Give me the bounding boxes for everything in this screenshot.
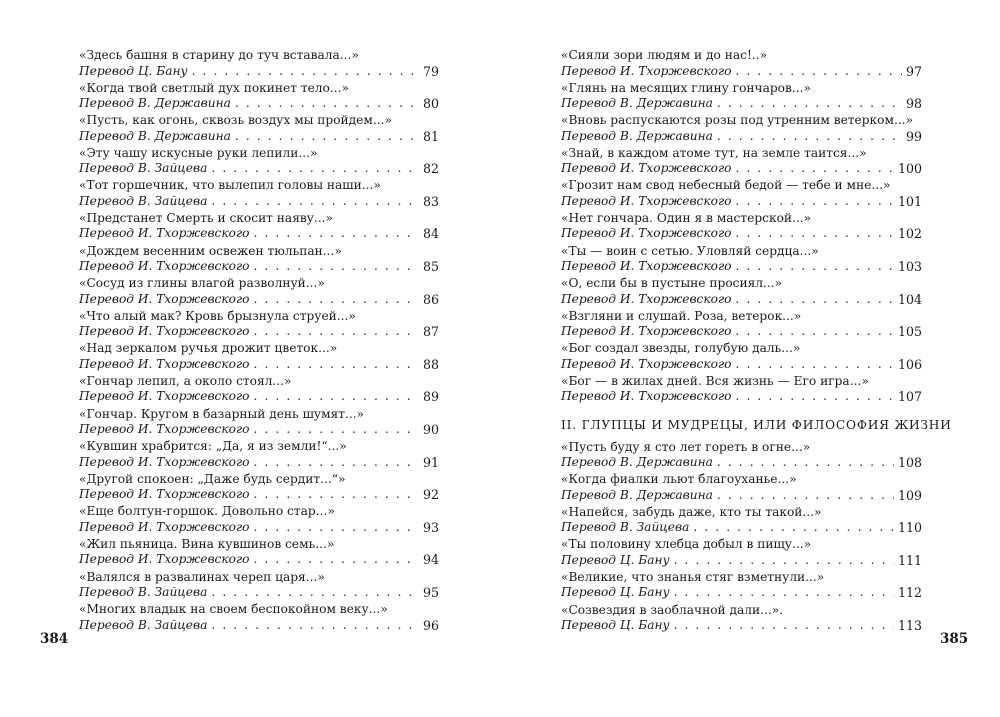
toc-page-number: 108 (897, 455, 922, 471)
toc-page-number: 98 (905, 96, 922, 112)
toc-entry (561, 309, 922, 342)
translator-credit: Перевод В. Зайцева (561, 520, 690, 535)
toc-entry (561, 374, 922, 407)
toc-entry (79, 407, 439, 440)
toc-page-number: 85 (422, 259, 439, 275)
poem-first-line: «Взгляни и слушай. Роза, ветерок...» (561, 308, 802, 323)
toc-entry (561, 472, 922, 505)
dot-leader (254, 455, 419, 471)
translator-credit: Перевод В. Зайцева (79, 585, 208, 599)
translator-credit: Перевод В. Державина (79, 96, 231, 111)
translator-line (79, 618, 439, 634)
poem-first-line: «Когда фиалки льют благоуханье...» (561, 472, 797, 487)
translator-credit: Перевод И. Тхоржевского (79, 454, 250, 469)
dot-leader (211, 194, 419, 210)
dot-leader (693, 520, 894, 536)
toc-page-number: 104 (897, 291, 922, 307)
translator-line (79, 389, 439, 405)
translator-credit: Перевод В. Зайцева (79, 617, 208, 632)
poem-first-line: «Ты половину хлебца добыл в пищу...» (561, 537, 812, 552)
dot-leader (254, 357, 419, 373)
translator-line (79, 552, 439, 568)
page-number-left: 384 (40, 631, 69, 647)
toc-page-number: 111 (897, 552, 922, 568)
toc-page-number: 89 (422, 389, 439, 405)
translator-credit: Перевод Ц. Бану (561, 618, 670, 632)
page-number-right: 385 (940, 631, 969, 647)
dot-leader (736, 64, 902, 80)
translator-credit: Перевод В. Державина (561, 96, 713, 111)
translator-line (561, 259, 922, 275)
section-heading: II. ГЛУПЦЫ И МУДРЕЦЫ, ИЛИ ФИЛОСОФИЯ ЖИЗНИ (561, 417, 952, 432)
poem-first-line: «Знай, в каждом атоме тут, на земле таится...» (561, 145, 867, 160)
toc-list-right (561, 48, 952, 635)
dot-leader (736, 161, 894, 177)
dot-leader (736, 324, 894, 340)
translator-line (79, 487, 439, 503)
poem-first-line: «Вновь распускаются розы под утренним ветерком...» (561, 113, 914, 128)
dot-leader (736, 292, 894, 308)
poem-first-line: «Над зеркалом ручья дрожит цветок...» (79, 341, 338, 356)
toc-entry (561, 81, 922, 114)
translator-line (561, 585, 922, 601)
toc-entry (561, 537, 922, 570)
translator-credit: Перевод Ц. Бану (561, 552, 670, 567)
dot-leader (211, 618, 419, 634)
poem-first-line: «Другой спокоен: „Даже будь сердит...“» (79, 471, 346, 486)
translator-credit: Перевод И. Тхоржевского (79, 226, 250, 241)
translator-credit: Перевод И. Тхоржевского (561, 324, 732, 339)
poem-first-line: «Тот горшечник, что вылепил головы наши...» (79, 178, 381, 193)
toc-entry (561, 113, 922, 146)
dot-leader (235, 129, 419, 145)
dot-leader (192, 64, 419, 80)
poem-first-line: «Нет гончара. Один я в мастерской...» (561, 210, 812, 225)
translator-line (79, 292, 439, 308)
poem-first-line: «Сияли зори людям и до нас!..» (561, 48, 768, 62)
translator-line (79, 194, 439, 210)
dot-leader (736, 194, 894, 210)
poem-first-line: «Кувшин храбрится: „Да, я из земли!“...» (79, 439, 347, 454)
translator-line (79, 455, 439, 471)
translator-line (561, 226, 922, 242)
poem-first-line: «Гончар. Кругом в базарный день шумят...» (79, 406, 365, 421)
translator-line (79, 259, 439, 275)
translator-line (561, 292, 922, 308)
translator-credit: Перевод И. Тхоржевского (79, 259, 250, 274)
poem-first-line: «Ты — воин с сетью. Уловляй сердца...» (561, 243, 819, 258)
translator-line (561, 96, 922, 112)
translator-credit: Перевод И. Тхоржевского (79, 389, 250, 404)
toc-page-number: 105 (897, 324, 922, 340)
translator-line (561, 324, 922, 340)
translator-line (561, 357, 922, 373)
dot-leader (254, 552, 419, 568)
dot-leader (717, 455, 894, 471)
translator-line (561, 194, 922, 210)
poem-first-line: «Великие, что знанья стяг взметнули...» (561, 569, 825, 584)
translator-credit: Перевод И. Тхоржевского (79, 422, 250, 437)
toc-entry (79, 309, 439, 342)
toc-entry (79, 504, 439, 537)
toc-page-number: 82 (422, 161, 439, 177)
toc-page-number: 87 (422, 324, 439, 340)
poem-first-line: «Бог создал звезды, голубую даль...» (561, 341, 801, 356)
dot-leader (736, 357, 894, 373)
poem-first-line: «Многих владык на своем беспокойном веку...» (79, 602, 388, 617)
toc-entry (79, 472, 439, 505)
toc-entry (79, 211, 439, 244)
poem-first-line: «Созвездия в заоблачной дали...». (561, 602, 784, 617)
poem-first-line: «Пусть буду я сто лет гореть в огне...» (561, 439, 811, 454)
translator-credit: Перевод В. Державина (561, 487, 713, 502)
dot-leader (736, 389, 894, 405)
translator-credit: Перевод Ц. Бану (79, 63, 188, 78)
toc-entry (79, 341, 439, 374)
translator-line (561, 455, 922, 471)
toc-entry (561, 603, 922, 636)
dot-leader (736, 259, 894, 275)
toc-list-left (79, 48, 439, 635)
translator-credit: Перевод В. Державина (561, 455, 713, 470)
dot-leader (254, 520, 419, 536)
right-page (500, 48, 1000, 708)
translator-credit: Перевод И. Тхоржевского (561, 259, 732, 274)
toc-entry (561, 505, 922, 538)
translator-line (561, 64, 922, 80)
toc-page-number: 101 (897, 193, 922, 209)
translator-credit: Перевод И. Тхоржевского (79, 356, 250, 371)
translator-credit: Перевод И. Тхоржевского (561, 356, 732, 371)
toc-page-number: 79 (422, 63, 439, 79)
translator-credit: Перевод И. Тхоржевского (79, 519, 250, 534)
poem-first-line: «Что алый мак? Кровь брызнула струей...» (79, 308, 356, 323)
poem-first-line: «Здесь башня в старину до туч вставала...» (79, 48, 359, 62)
poem-first-line: «Сосуд из глины влагой разволнуй...» (79, 276, 325, 291)
poem-first-line: «Жил пьяница. Вина кувшинов семь...» (79, 536, 335, 551)
toc-page-number: 84 (422, 226, 439, 242)
dot-leader (211, 585, 419, 601)
toc-page-number: 92 (422, 487, 439, 503)
toc-entry (561, 178, 922, 211)
toc-page-number: 83 (422, 193, 439, 209)
translator-credit: Перевод И. Тхоржевского (561, 161, 732, 176)
poem-first-line: «Грозит нам свод небесный бедой — тебе и мне...» (561, 178, 891, 193)
toc-entry (79, 570, 439, 603)
toc-page-number: 91 (422, 454, 439, 470)
toc-page-number: 106 (897, 356, 922, 372)
left-page (0, 48, 500, 708)
dot-leader (254, 259, 419, 275)
toc-page-number: 96 (422, 617, 439, 633)
toc-entry (79, 48, 439, 81)
translator-line (561, 618, 922, 634)
poem-first-line: «Гончар лепил, а около стоял...» (79, 373, 292, 388)
translator-credit: Перевод И. Тхоржевского (561, 63, 732, 78)
translator-credit: Перевод В. Зайцева (79, 161, 208, 176)
dot-leader (717, 129, 902, 145)
translator-credit: Перевод И. Тхоржевского (561, 193, 732, 208)
toc-entry (79, 178, 439, 211)
poem-first-line: «Глянь на месящих глину гончаров...» (561, 80, 811, 95)
poem-first-line: «Когда твой светлый дух покинет тело...» (79, 80, 349, 95)
toc-page-number: 110 (897, 520, 922, 536)
translator-line (561, 389, 922, 405)
poem-first-line: «Предстанет Смерть и скосит наяву...» (79, 210, 333, 225)
toc-page-number: 100 (897, 161, 922, 177)
translator-credit: Перевод И. Тхоржевского (79, 552, 250, 567)
translator-line (79, 422, 439, 438)
toc-entry (561, 244, 922, 277)
translator-credit: Перевод Ц. Бану (561, 585, 670, 600)
translator-line (561, 161, 922, 177)
toc-entry (561, 440, 922, 473)
dot-leader (254, 292, 419, 308)
translator-line (79, 324, 439, 340)
poem-first-line: «О, если бы в пустыне просиял...» (561, 276, 783, 291)
toc-page-number: 93 (422, 519, 439, 535)
toc-page-number: 109 (897, 487, 922, 503)
translator-line (79, 585, 439, 601)
translator-line (561, 488, 922, 504)
translator-credit: Перевод И. Тхоржевского (79, 324, 250, 339)
toc-page-number: 90 (422, 422, 439, 438)
toc-page-number: 81 (422, 128, 439, 144)
toc-entry (79, 602, 439, 635)
toc-page-number: 112 (897, 585, 922, 601)
translator-line (561, 129, 922, 145)
dot-leader (254, 422, 419, 438)
dot-leader (736, 226, 894, 242)
dot-leader (674, 553, 894, 569)
translator-credit: Перевод И. Тхоржевского (561, 389, 732, 404)
translator-line (79, 357, 439, 373)
dot-leader (717, 96, 902, 112)
dot-leader (254, 226, 419, 242)
dot-leader (254, 389, 419, 405)
toc-entry (561, 146, 922, 179)
dot-leader (254, 487, 419, 503)
toc-page-number: 113 (897, 618, 922, 633)
toc-page-number: 99 (905, 128, 922, 144)
toc-entry (561, 48, 922, 81)
toc-entry (561, 276, 922, 309)
translator-credit: Перевод И. Тхоржевского (561, 226, 732, 241)
toc-entry (561, 211, 922, 244)
translator-line (561, 553, 922, 569)
poem-first-line: «Валялся в развалинах череп царя...» (79, 569, 325, 584)
toc-entry (79, 244, 439, 277)
translator-line (79, 96, 439, 112)
toc-entry (79, 81, 439, 114)
toc-entry (79, 537, 439, 570)
toc-page-number: 102 (897, 226, 922, 242)
toc-entry (79, 146, 439, 179)
poem-first-line: «Дождем весенним освежен тюльпан...» (79, 243, 342, 258)
translator-credit: Перевод В. Зайцева (79, 193, 208, 208)
poem-first-line: «Бог — в жилах дней. Вся жизнь — Его игра...» (561, 373, 869, 388)
translator-credit: Перевод В. Державина (561, 128, 713, 143)
dot-leader (211, 161, 419, 177)
poem-first-line: «Напейся, забудь даже, кто ты такой...» (561, 504, 822, 519)
dot-leader (674, 585, 894, 601)
toc-page-number: 97 (905, 63, 922, 79)
translator-credit: Перевод И. Тхоржевского (79, 291, 250, 306)
toc-entry (79, 113, 439, 146)
toc-entry (561, 341, 922, 374)
dot-leader (235, 96, 419, 112)
dot-leader (674, 618, 894, 634)
translator-credit: Перевод И. Тхоржевского (561, 291, 732, 306)
poem-first-line: «Эту чашу искусные руки лепили...» (79, 145, 318, 160)
translator-credit: Перевод И. Тхоржевского (79, 487, 250, 502)
translator-line (79, 129, 439, 145)
toc-entry (79, 374, 439, 407)
toc-page-number: 80 (422, 96, 439, 112)
dot-leader (717, 488, 894, 504)
poem-first-line: «Еще болтун-горшок. Довольно стар...» (79, 504, 335, 519)
toc-entry (561, 570, 922, 603)
toc-page-number: 86 (422, 291, 439, 307)
toc-page-number: 94 (422, 552, 439, 568)
translator-line (79, 520, 439, 536)
toc-page-number: 95 (422, 585, 439, 600)
translator-line (79, 226, 439, 242)
poem-first-line: «Пусть, как огонь, сквозь воздух мы пройдем...» (79, 113, 392, 128)
translator-line (79, 64, 439, 80)
translator-line (79, 161, 439, 177)
toc-page-number: 88 (422, 356, 439, 372)
toc-entry (79, 276, 439, 309)
translator-line (561, 520, 922, 536)
translator-credit: Перевод В. Державина (79, 128, 231, 143)
dot-leader (254, 324, 419, 340)
toc-page-number: 103 (897, 259, 922, 275)
toc-entry (79, 439, 439, 472)
toc-page-number: 107 (897, 389, 922, 405)
